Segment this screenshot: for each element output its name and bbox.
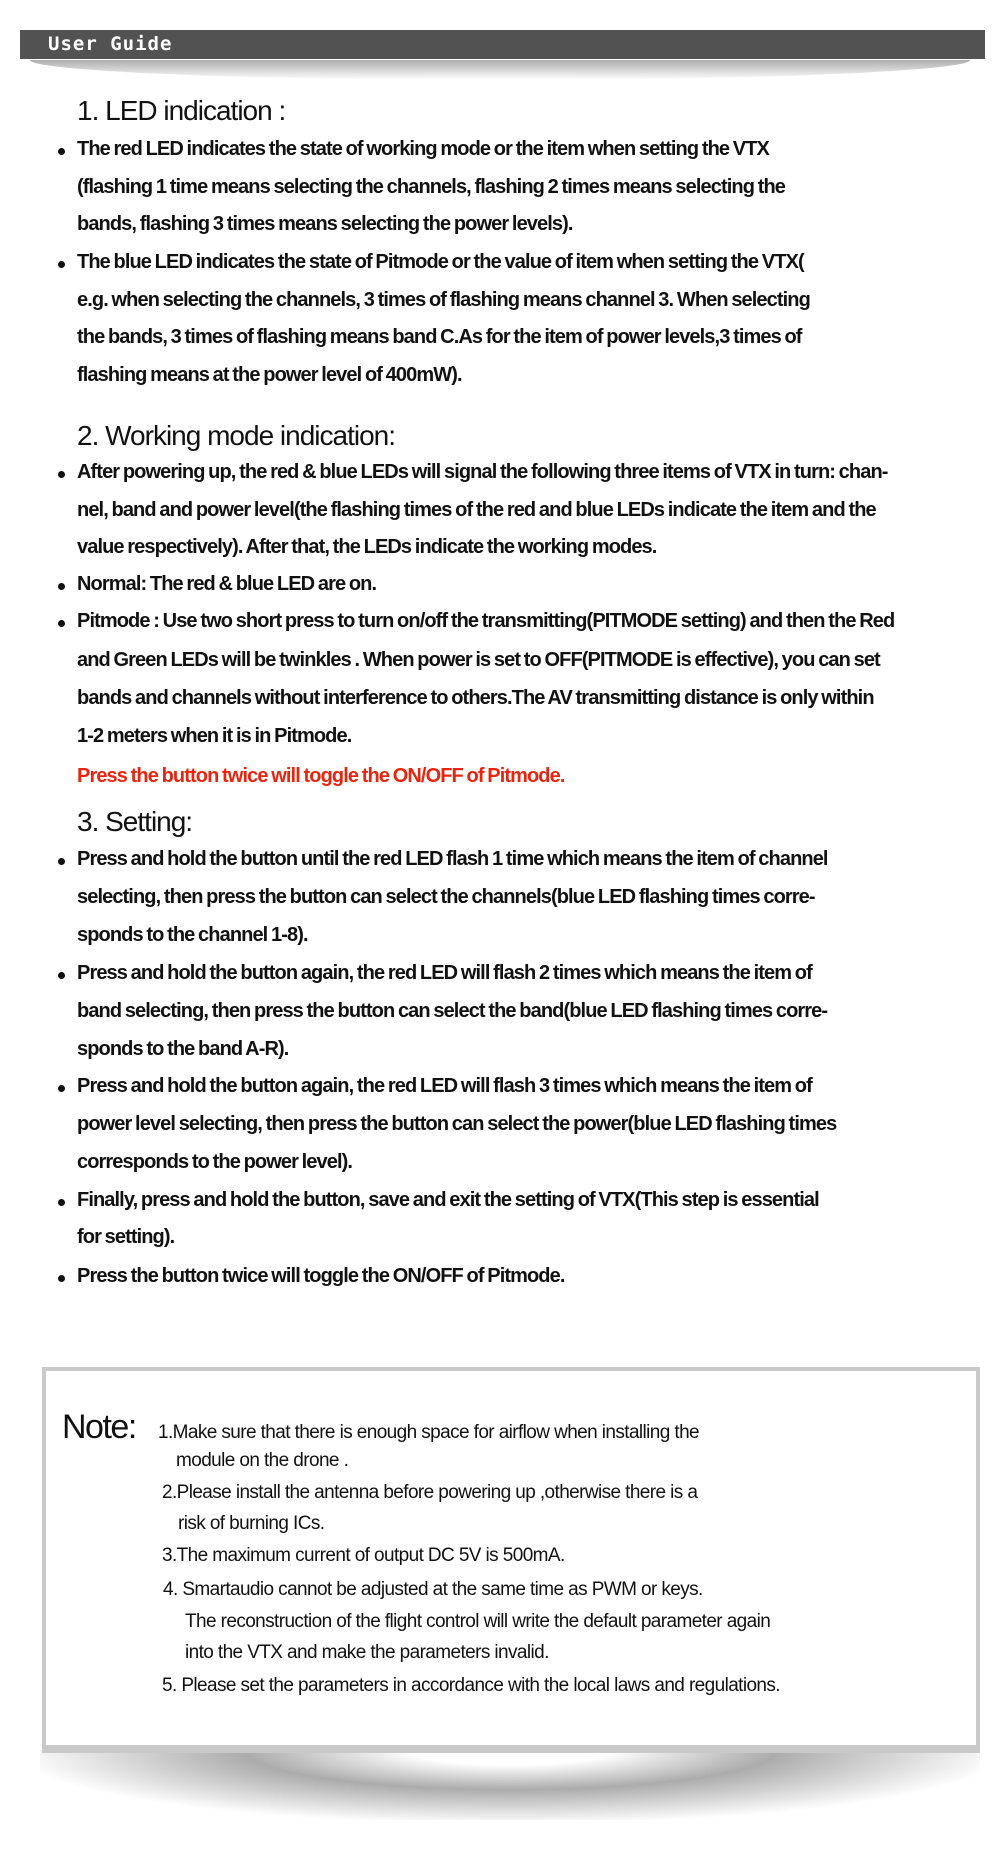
bullet-text-line: bands, flashing 3 times means selecting the power levels). [77,213,573,235]
bullet-text-line: sponds to the band A-R). [77,1038,289,1060]
note-line: into the VTX and make the parameters invalid. [185,1642,549,1663]
bullet-text-line: flashing means at the power level of 400mW). [77,364,462,386]
note-line: The reconstruction of the flight control will write the default parameter again [185,1611,771,1632]
bullet-icon [58,1085,65,1092]
bullet-text-line: e.g. when selecting the channels, 3 times of flashing means channel 3. When selecting [77,289,810,311]
note-line: 1.Make sure that there is enough space for airflow when installing the [158,1422,699,1443]
bullet-icon [58,471,65,478]
note-line: 5. Please set the parameters in accordance with the local laws and regulations. [162,1675,780,1696]
bullet-text-line: and Green LEDs will be twinkles . When power is set to OFF(PITMODE is effective), you can set [77,649,880,671]
header-bar [20,30,985,59]
bullet-text-line: Pitmode : Use two short press to turn on/off the transmitting(PITMODE setting) and then the Red [77,610,895,632]
bullet-text-line: Press the button twice will toggle the ON/OFF of Pitmode. [77,1265,565,1287]
bullet-text-line: Press and hold the button until the red LED flash 1 time which means the item of channel [77,848,828,870]
header-title: User Guide [48,33,173,55]
bullet-text-line: Normal: The red & blue LED are on. [77,573,377,595]
bullet-text-line: value respectively). After that, the LEDs indicate the working modes. [77,536,657,558]
bullet-icon [58,1275,65,1282]
note-label: Note: [62,1408,136,1446]
bullet-icon [58,972,65,979]
bullet-text-line: sponds to the channel 1-8). [77,924,308,946]
bullet-icon [58,148,65,155]
section-heading: 2. Working mode indication: [77,420,395,451]
bullet-text-line: power level selecting, then press the button can select the power(blue LED flashing times [77,1113,837,1135]
bullet-text-line: After powering up, the red & blue LEDs will signal the following three items of VTX in turn: chan- [77,461,888,483]
bullet-text-line: The blue LED indicates the state of Pitmode or the value of item when setting the VTX( [77,251,804,273]
bullet-text-line: the bands, 3 times of flashing means band C.As for the item of power levels,3 times of [77,326,802,348]
bullet-text-line: for setting). [77,1226,175,1248]
note-line: 3.The maximum current of output DC 5V is 500mA. [162,1545,565,1566]
bullet-text-line: corresponds to the power level). [77,1151,353,1173]
bullet-icon [58,1199,65,1206]
bullet-text-line: band selecting, then press the button can select the band(blue LED flashing times corre- [77,1000,828,1022]
section-heading: 3. Setting: [77,806,193,837]
pitmode-highlight: Press the button twice will toggle the ON/OFF of Pitmode. [77,765,565,787]
note-line: 2.Please install the antenna before powering up ,otherwise there is a [162,1482,698,1503]
header-shadow [30,60,970,80]
note-shadow [40,1750,980,1820]
bullet-text-line: bands and channels without interference to others.The AV transmitting distance is only within [77,687,874,709]
bullet-icon [58,620,65,627]
bullet-icon [58,858,65,865]
bullet-text-line: Finally, press and hold the button, save and exit the setting of VTX(This step is essential [77,1189,819,1211]
section-heading: 1. LED indication : [77,95,286,126]
bullet-icon [58,261,65,268]
note-line: module on the drone . [176,1450,349,1471]
bullet-icon [58,583,65,590]
bullet-text-line: nel, band and power level(the flashing times of the red and blue LEDs indicate the item and the [77,499,876,521]
bullet-text-line: 1-2 meters when it is in Pitmode. [77,725,352,747]
note-line: 4. Smartaudio cannot be adjusted at the same time as PWM or keys. [163,1579,703,1600]
bullet-text-line: The red LED indicates the state of working mode or the item when setting the VTX [77,138,769,160]
bullet-text-line: Press and hold the button again, the red LED will flash 3 times which means the item of [77,1075,812,1097]
bullet-text-line: selecting, then press the button can select the channels(blue LED flashing times corre- [77,886,815,908]
bullet-text-line: (flashing 1 time means selecting the channels, flashing 2 times means selecting the [77,176,785,198]
note-line: risk of burning ICs. [178,1513,325,1534]
bullet-text-line: Press and hold the button again, the red LED will flash 2 times which means the item of [77,962,812,984]
